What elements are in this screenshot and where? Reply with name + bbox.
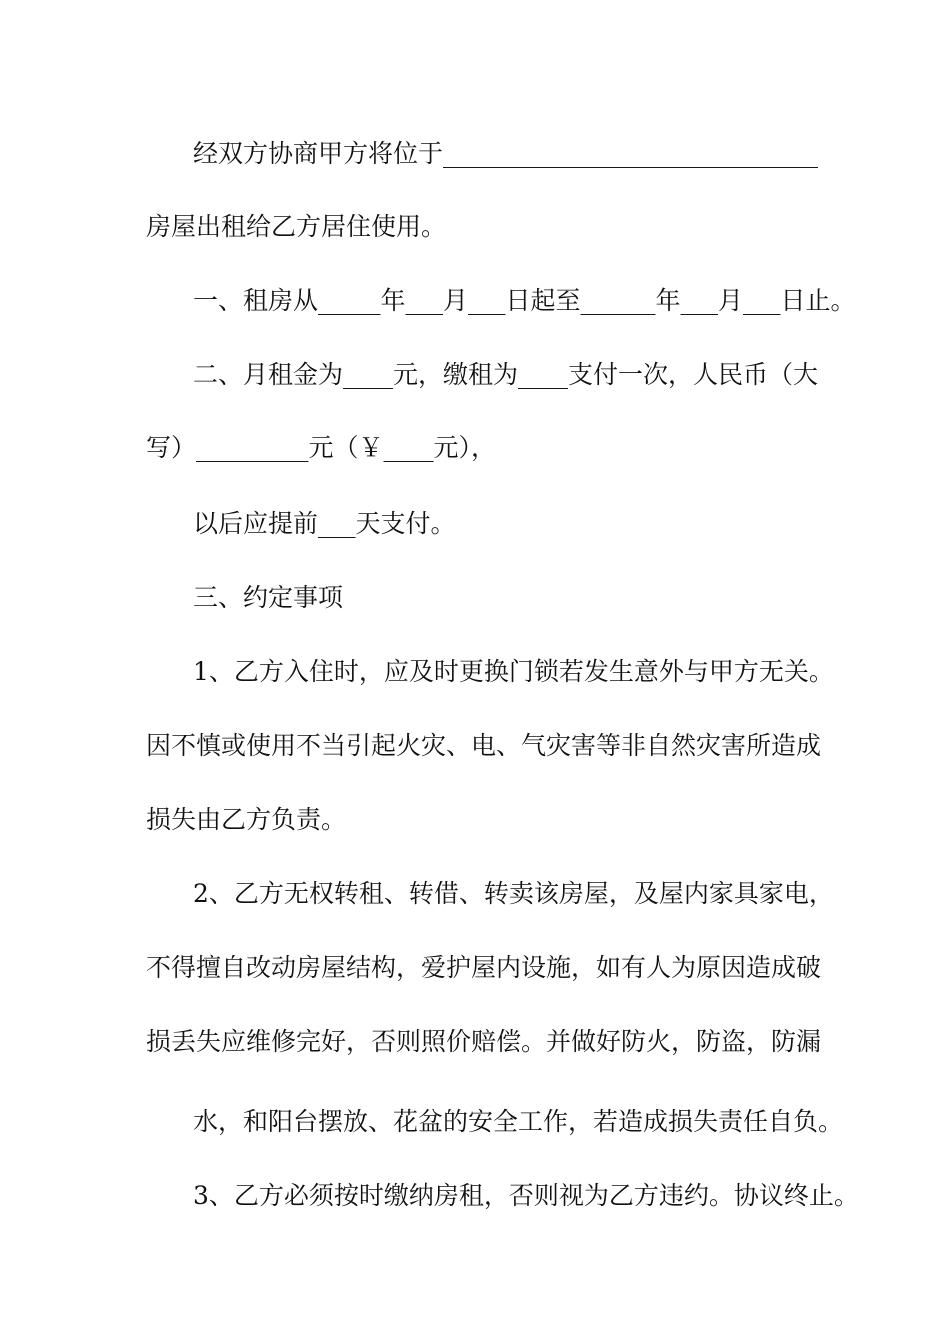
term-2-cont-c: 水，和阳台摆放、花盆的安全工作，若造成损失责任自负。	[193, 1107, 844, 1136]
clause-2-rent: 二、月租金为____元，缴租为____支付一次，人民币（大	[193, 360, 819, 389]
term-1-cont-a: 因不慎或使用不当引起火灾、电、气灾害等非自然灾害所造成	[146, 731, 822, 760]
paragraph-location: 经双方协商甲方将位于______________________________	[193, 139, 819, 168]
term-2-cont-a: 不得擅自改动房屋结构，爱护屋内设施，如有人为原因造成破	[146, 953, 822, 982]
clause-2-advance-payment: 以后应提前___天支付。	[193, 509, 456, 538]
term-3: 3、乙方必须按时缴纳房租，否则视为乙方违约。协议终止。	[193, 1181, 859, 1210]
paragraph-location-cont: 房屋出租给乙方居住使用。	[146, 212, 447, 241]
term-2: 2、乙方无权转租、转借、转卖该房屋，及屋内家具家电，	[193, 879, 834, 908]
term-2-cont-b: 损丢失应维修完好，否则照价赔偿。并做好防火，防盗，防漏	[146, 1027, 822, 1056]
clause-3-heading: 三、约定事项	[193, 583, 344, 612]
clause-1-rental-period: 一、租房从_____年___月___日起至______年___月___日止。	[193, 286, 856, 315]
clause-2-rent-cont: 写）_________元（￥____元），	[146, 433, 497, 462]
term-1: 1、乙方入住时，应及时更换门锁若发生意外与甲方无关。	[193, 657, 834, 686]
term-1-cont-b: 损失由乙方负责。	[146, 805, 347, 834]
